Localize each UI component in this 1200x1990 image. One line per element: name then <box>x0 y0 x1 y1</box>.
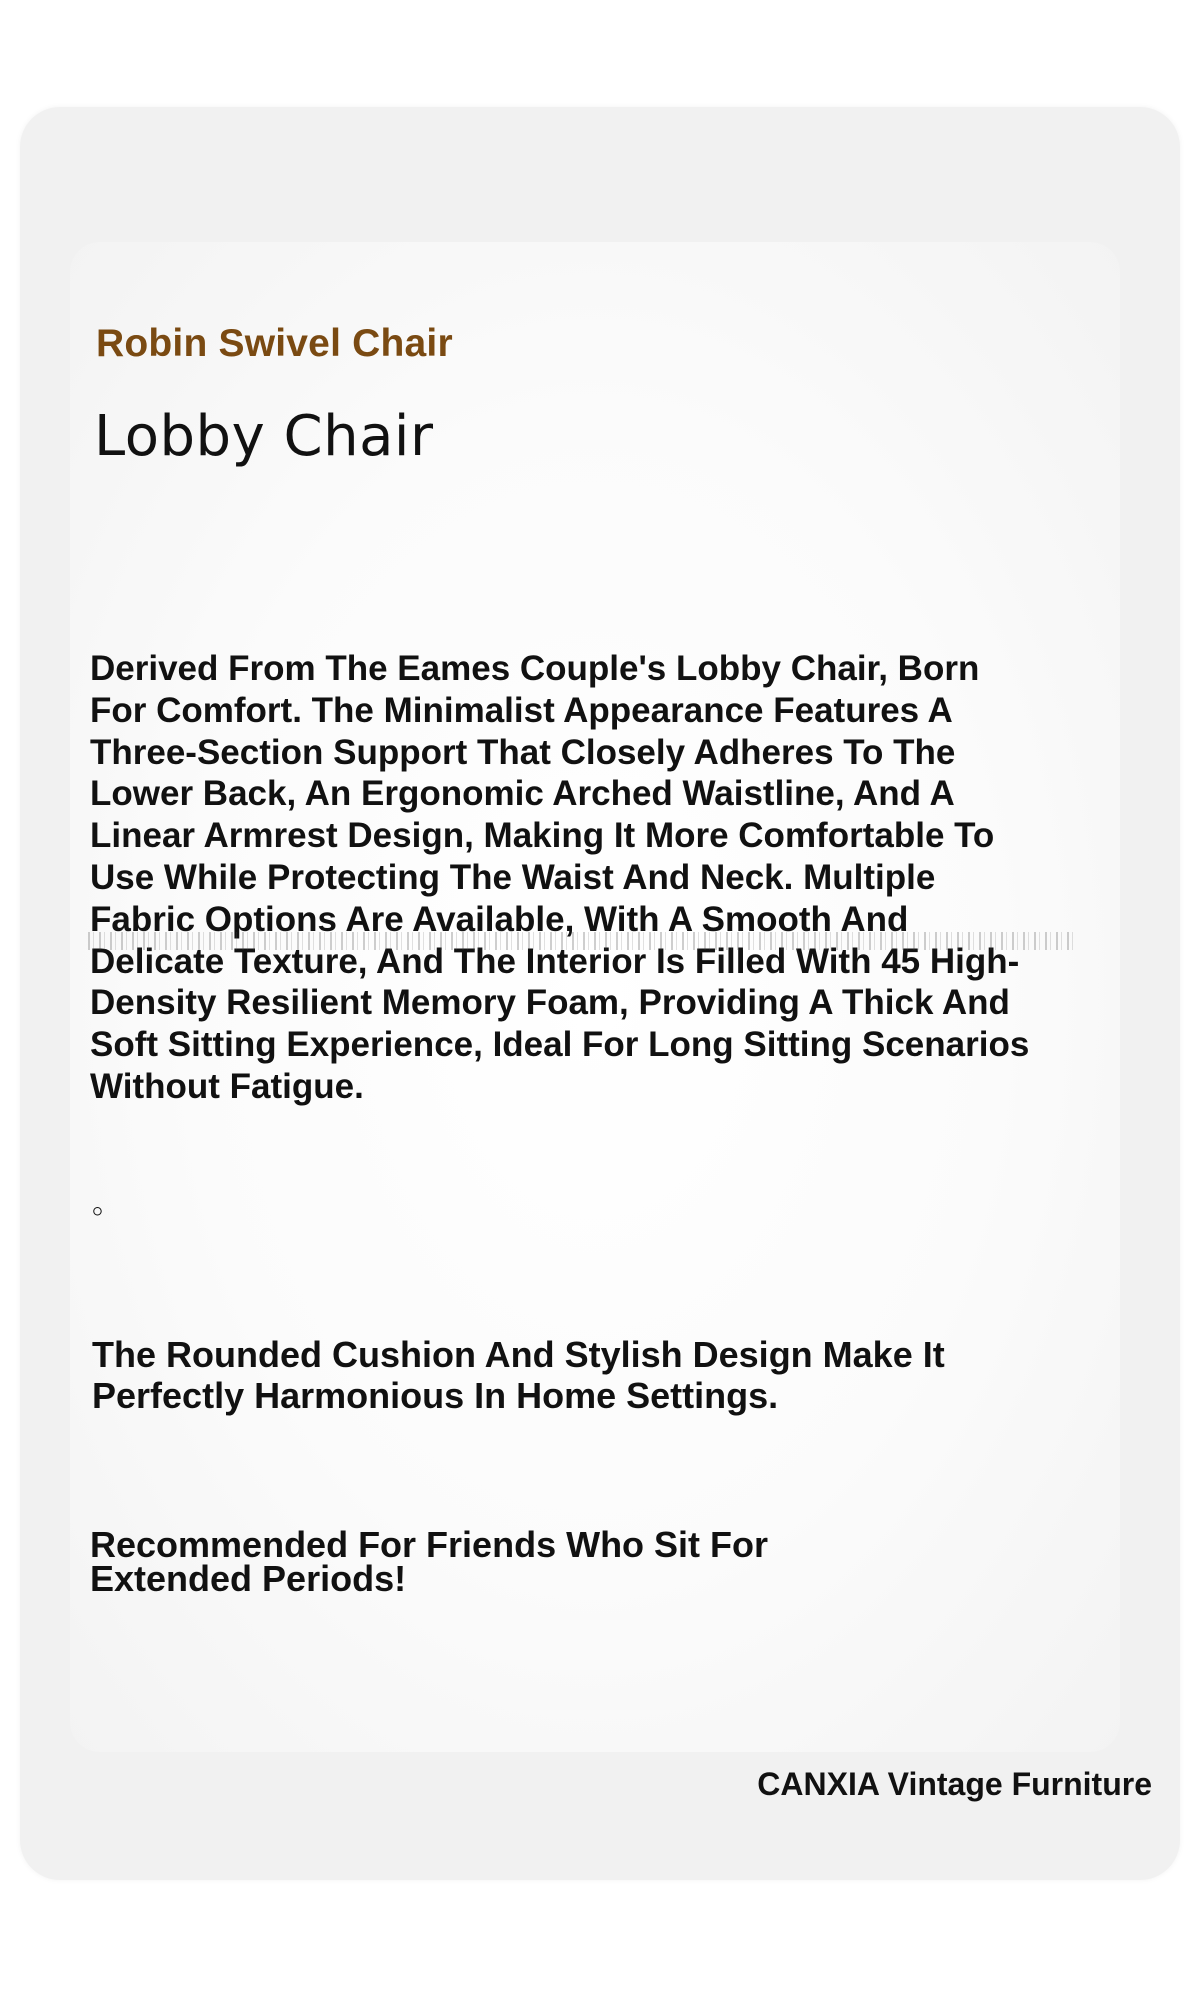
punctuation-mark: 。 <box>92 1186 122 1221</box>
footer-brand: CANXIA Vintage Furniture <box>757 1766 1152 1802</box>
scan-artifact <box>88 932 1078 950</box>
product-name: Lobby Chair <box>94 404 434 469</box>
recommendation-text: Recommended For Friends Who Sit For Extended Periods! <box>90 1524 769 1599</box>
product-description: Derived From The Eames Couple's Lobby Chair, Born For Comfort. The Minimalist Appearance Features A Three-Section Support That Closely Adheres To The Lower Back, An Ergonomic Arched Waistline, And A Linear Armrest Design, Making It More Comfortable To Use While Protecting The Waist And Neck. Multiple Fabric Options Are Available, With A Smooth And Delicate Texture, And The Interior Is Filled With 45 High-Density Resilient Memory Foam, Providing A Thick And Soft Sitting Experience, Ideal For Long Sitting Scenarios Without Fatigue. <box>90 649 1030 1106</box>
design-statement: The Rounded Cushion And Stylish Design Make It Perfectly Harmonious In Home Settings. <box>92 1334 945 1416</box>
brand-title: Robin Swivel Chair <box>96 322 453 365</box>
